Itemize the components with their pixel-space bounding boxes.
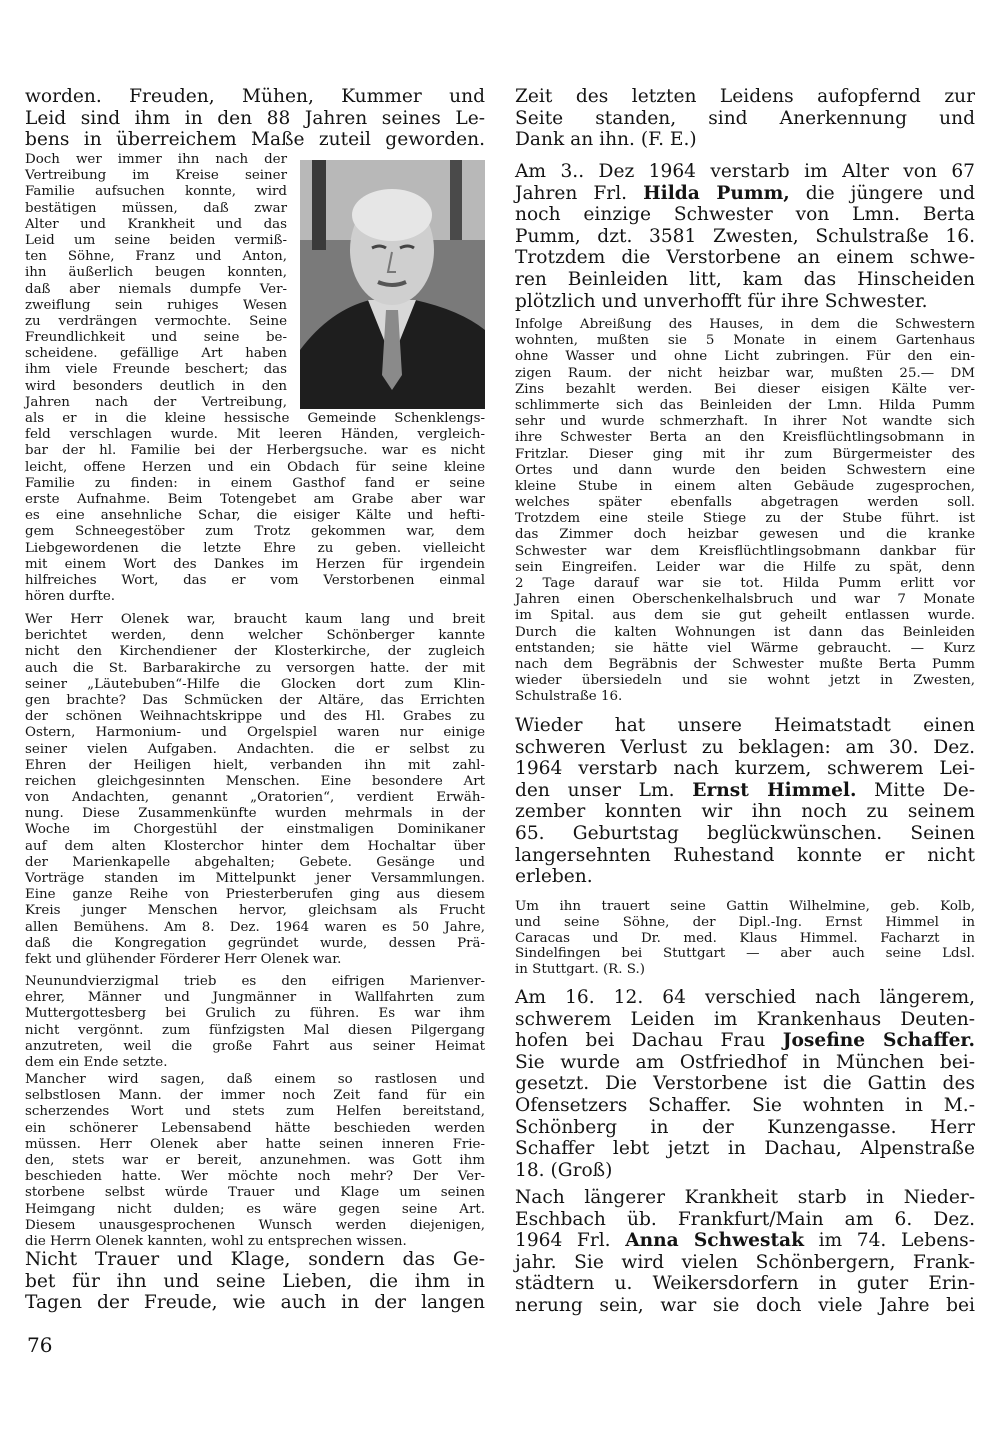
text-line: und seine Söhne, der Dipl.-Ing. Ernst Himmel in bbox=[515, 914, 975, 930]
text-line: Liebgewordenen die letzte Ehre zu geben. vielleicht bbox=[25, 540, 485, 556]
text-line: Sie wurde am Ostfriedhof in München bei- bbox=[515, 1051, 975, 1073]
text-line: es eine ansehnliche Schar, die eisiger Kälte und hefti- bbox=[25, 508, 485, 524]
text-line: ren Beinleiden litt, kam das Hinscheiden bbox=[515, 268, 975, 290]
text-line: welches später ebenfalls abgetragen werden soll. bbox=[515, 495, 975, 511]
text-segment: im 74. Lebens- bbox=[803, 1230, 975, 1252]
text-line: Wieder hat unsere Heimatstadt einen bbox=[515, 715, 975, 736]
text-line: bestätigen müssen, daß zwar bbox=[25, 200, 287, 216]
text-line: wieder übersiedeln und sie wohnt jetzt in Zwesten, bbox=[515, 673, 975, 689]
text-line: ohne Wasser und ohne Licht zubringen. Für den ein- bbox=[515, 349, 975, 365]
text-line: Dank an ihn. (F. E.) bbox=[515, 129, 697, 151]
text-line: scheidene. gefällige Art haben bbox=[25, 346, 287, 362]
text-line: Zins bezahlt werden. Bei dieser eisigen Kälte ver- bbox=[515, 381, 975, 397]
text-line: im Spital. aus dem sie gut geheilt entlassen wurde. bbox=[515, 608, 975, 624]
text-line: entstanden; sie hätte viel Wärme gebraucht. — Kurz bbox=[515, 640, 975, 656]
text-line: bens in überreichem Maße zuteil geworden. bbox=[25, 129, 485, 151]
paragraph bbox=[25, 86, 485, 151]
paragraph bbox=[515, 161, 975, 312]
paragraph bbox=[25, 1072, 485, 1250]
text-line: Diesem unausgesprochenen Wunsch werden diejenigen, bbox=[25, 1217, 485, 1233]
text-line: Fritzlar. Dieser ging mit ihr zum Bürgermeister des bbox=[515, 446, 975, 462]
text-line: Pumm, dzt. 3581 Zwesten, Schulstraße 16. bbox=[515, 225, 975, 247]
text-line: selbstlosen Mann. der immer noch Zeit fand für ein bbox=[25, 1088, 485, 1104]
text-line: leicht, offene Herzen und ein Obdach für seine kleine bbox=[25, 459, 485, 475]
text-line: nung. Diese Zusammenkünfte wurden mehrmals in der bbox=[25, 806, 485, 822]
text-line bbox=[515, 780, 975, 802]
paragraph bbox=[25, 1249, 485, 1314]
text-line: nerung sein, war sie doch viele Jahre bei bbox=[515, 1294, 975, 1316]
text-line: Caracas und Dr. med. Klaus Himmel. Facharzt in bbox=[515, 930, 975, 946]
text-line: plötzlich und unverhofft für ihre Schwester. bbox=[515, 290, 928, 312]
text-line: storbene selbst würde Trauer und Klage um seinen bbox=[25, 1185, 485, 1201]
text-line: Mancher wird sagen, daß einem so rastlosen und bbox=[25, 1072, 485, 1087]
text-line: wohnten, mußten sie 5 Monate in einem Gartenhaus bbox=[515, 333, 975, 349]
text-line: gem Schneegestöber zum Trotz gekommen war, dem bbox=[25, 524, 485, 540]
paragraph bbox=[515, 317, 975, 706]
text-line: Doch wer immer ihn nach der bbox=[25, 152, 287, 167]
text-line: Wer Herr Olenek war, braucht kaum lang und breit bbox=[25, 612, 485, 627]
text-line: Familie aufsuchen konnte, wird bbox=[25, 184, 287, 200]
paragraph bbox=[515, 899, 975, 978]
text-line: Schulstraße 16. bbox=[515, 689, 623, 705]
text-line: städtern u. Weikersdorfern in guter Erin- bbox=[515, 1273, 975, 1295]
text-line: nach dem Begräbnis der Schwester mußte Berta Pumm bbox=[515, 656, 975, 672]
text-line: Sindelfingen bei Stuttgart — aber auch seine Ldsl. bbox=[515, 946, 975, 962]
text-line: erste Aufnahme. Beim Totengebet am Grabe aber war bbox=[25, 491, 485, 507]
text-line: nicht vergönnt. zum fünfzigsten Mal diesen Pilgergang bbox=[25, 1022, 485, 1038]
text-line: beschieden hatte. Wer möchte noch mehr? Der Ver- bbox=[25, 1169, 485, 1185]
text-line: gen brachte? Das Schmücken der Altäre, das Errichten bbox=[25, 692, 485, 708]
text-line: erleben. bbox=[515, 866, 593, 888]
person-name: Ernst Himmel. bbox=[692, 779, 857, 801]
person-name: Anna Schwestak bbox=[625, 1230, 804, 1252]
text-line: das Zimmer doch heizbar gewesen und die kranke bbox=[515, 527, 975, 543]
text-line: Trotzdem die Verstorbene an einem schwe- bbox=[515, 247, 975, 269]
text-line: Jahren nach der Vertreibung, bbox=[25, 394, 287, 410]
text-line bbox=[515, 1230, 975, 1252]
text-line: anzutreten, weil die große Fahrt aus seiner Heimat bbox=[25, 1038, 485, 1054]
text-line: daß die Kongregation gegründet wurde, dessen Prä- bbox=[25, 935, 485, 951]
text-line: Heimgang nicht dulden; es wäre gegen seine Art. bbox=[25, 1201, 485, 1217]
text-line: Vorträge standen im Mittelpunkt jener Versammlungen. bbox=[25, 871, 485, 886]
text-line: Eine ganze Reihe von Priesterberufen ging aus diesem bbox=[25, 887, 485, 903]
text-line: als er in die kleine hessische Gemeinde Schenklengs- bbox=[25, 411, 485, 426]
text-segment: hofen bei Dachau Frau bbox=[515, 1030, 783, 1052]
text-line: ehrer, Männer und Jungmänner in Wallfahrten zum bbox=[25, 990, 485, 1006]
paragraph bbox=[25, 612, 485, 968]
text-segment: die jüngere und bbox=[789, 182, 976, 204]
text-line: scherzendes Wort und stets zum Helfen bereitstand, bbox=[25, 1104, 485, 1120]
text-line: ihn äußerlich beugen konnten, bbox=[25, 265, 287, 281]
text-line: reichen gleichgesinnten Menschen. Eine besondere Art bbox=[25, 773, 485, 789]
text-line: Muttergottesberg bei Grulich zu führen. Es war ihm bbox=[25, 1006, 485, 1022]
text-line: hilfreiches Wort, das er vom Verstorbenen einmal bbox=[25, 572, 485, 588]
text-line: berichtet werden, denn welcher Schönberger kannte bbox=[25, 628, 485, 644]
text-line: bet für ihn und seine Lieben, die ihm in bbox=[25, 1270, 485, 1292]
person-name: Josefine Schaffer. bbox=[782, 1030, 975, 1052]
text-line: Am 3.. Dez 1964 verstarb im Alter von 67 bbox=[515, 161, 975, 182]
text-line: zweiflung sein ruhiges Wesen bbox=[25, 297, 287, 313]
paragraph bbox=[515, 1187, 975, 1317]
text-line: von Andachten, genannt „Oratorien“, verdient Erwäh- bbox=[25, 790, 485, 806]
text-line: die Herrn Olenek kannten, wohl zu entsprechen wissen. bbox=[25, 1233, 407, 1249]
text-line: 65. Geburtstag beglückwünschen. Seinen bbox=[515, 822, 975, 844]
paragraph bbox=[515, 715, 975, 888]
page-number: 76 bbox=[27, 1333, 53, 1357]
text-line: Leid sind ihm in den 88 Jahren seines Le- bbox=[25, 107, 485, 129]
text-segment: den unser Lm. bbox=[515, 779, 693, 801]
text-line: feld verschlagen wurde. Mit leeren Händen, vergleich- bbox=[25, 427, 485, 443]
text-line: wird besonders deutlich in den bbox=[25, 378, 287, 394]
text-line: Durch die kalten Wohnungen ist dann das Beinleiden bbox=[515, 624, 975, 640]
text-line: Um ihn trauert seine Gattin Wilhelmine, geb. Kolb, bbox=[515, 899, 975, 914]
portrait-photo bbox=[300, 160, 485, 409]
text-line: Eschbach üb. Frankfurt/Main am 6. Dez. bbox=[515, 1208, 975, 1230]
text-line: sehr und wurde schmerzhaft. In ihrer Not wandte sich bbox=[515, 414, 975, 430]
text-line: jahr. Sie wird vielen Schönbergern, Frank- bbox=[515, 1251, 975, 1273]
text-line: Neunundvierzigmal trieb es den eifrigen Marienver- bbox=[25, 974, 485, 989]
text-line: seiner „Läutebuben“-Hilfe die Glocken dort zum Klin- bbox=[25, 676, 485, 692]
text-line: zu verdrängen vermochte. Seine bbox=[25, 313, 287, 329]
text-line: gesetzt. Die Verstorbene ist die Gattin des bbox=[515, 1073, 975, 1095]
text-line: ihre Schwester Berta an den Kreisflüchtlingsobmann in bbox=[515, 430, 975, 446]
text-line: der schönen Weihnachtskrippe und des Hl. Grabes zu bbox=[25, 709, 485, 725]
text-line bbox=[515, 183, 975, 205]
text-line: auch die St. Barbarakirche zu versorgen hatte. der mit bbox=[25, 660, 485, 676]
text-line: Familie zu finden: in einem Gasthof fand er seine bbox=[25, 475, 485, 491]
text-line: Jahren einen Oberschenkelhalsbruch und war 7 Monate bbox=[515, 592, 975, 608]
text-line: nicht den Kirchendiener der Klosterkirche, der zugleich bbox=[25, 644, 485, 660]
text-line: Ehren der Heiligen hielt, verbanden ihn mit zahl- bbox=[25, 757, 485, 773]
text-line: zigen Raum. der nicht heizbar war, mußten 25.— DM bbox=[515, 365, 975, 381]
paragraph bbox=[515, 86, 975, 151]
text-line: Leid um seine beiden vermiß- bbox=[25, 232, 287, 248]
text-line: Woche im Chorgestühl der einstmaligen Dominikaner bbox=[25, 822, 485, 838]
text-line: zember konnten wir ihn noch zu seinem bbox=[515, 801, 975, 823]
text-line: Trotzdem eine steile Stiege zu der Stube führt. ist bbox=[515, 511, 975, 527]
text-line: ein schönerer Lebensabend hätte beschieden werden bbox=[25, 1120, 485, 1136]
paragraph bbox=[515, 987, 975, 1181]
text-line bbox=[515, 1030, 975, 1052]
text-line: bar der hl. Familie bei der Herbergsuche. war es nicht bbox=[25, 443, 485, 459]
text-line: Ortes und dann wurde den beiden Schwestern eine bbox=[515, 462, 975, 478]
text-line: Nach längerer Krankheit starb in Nieder- bbox=[515, 1187, 975, 1208]
text-line: 18. (Groß) bbox=[515, 1159, 613, 1181]
text-line: Freundlichkeit und seine be- bbox=[25, 330, 287, 346]
text-line: dem ein Ende setzte. bbox=[25, 1054, 168, 1070]
text-line: Nicht Trauer und Klage, sondern das Ge- bbox=[25, 1249, 485, 1270]
text-line: den, stets war er bereit, anzunehmen. was Gott ihm bbox=[25, 1152, 485, 1168]
text-line: mit einem Wort des Dankes im Herzen für irgendein bbox=[25, 556, 485, 572]
text-line: Kreis junger Menschen hervor, gleichsam als Frucht bbox=[25, 903, 485, 919]
text-line: Schwester war dem Kreisflüchtlingsobmann dankbar für bbox=[515, 543, 975, 559]
text-segment: Mitte De- bbox=[856, 779, 975, 801]
text-line: 1964 verstarb nach kurzem, schwerem Lei- bbox=[515, 758, 975, 780]
text-line: der Marienkapelle abgehalten; Gebete. Gesänge und bbox=[25, 854, 485, 870]
text-line: schweren Verlust zu beklagen: am 30. Dez. bbox=[515, 736, 975, 758]
text-line: Schönberg in der Kunzengasse. Herr bbox=[515, 1116, 975, 1138]
text-line: allen Bemühens. Am 8. Dez. 1964 waren es 50 Jahre, bbox=[25, 919, 485, 935]
paragraph bbox=[25, 974, 485, 1071]
text-line: Am 16. 12. 64 verschied nach längerem, bbox=[515, 987, 975, 1008]
text-line: hören durfte. bbox=[25, 589, 116, 605]
text-line: langersehnten Ruhestand konnte er nicht bbox=[515, 844, 975, 866]
text-line: daß aber niemals dumpfe Ver- bbox=[25, 281, 287, 297]
text-line: kleine Stube in einem alten Gebäude zugesprochen, bbox=[515, 478, 975, 494]
text-line: Tagen der Freude, wie auch in der langen bbox=[25, 1292, 485, 1314]
person-name: Hilda Pumm, bbox=[643, 182, 790, 204]
text-line: sein Eingreifen. Leider war die Hilfe zu spät, denn bbox=[515, 559, 975, 575]
text-line: in Stuttgart. (R. S.) bbox=[515, 962, 645, 978]
text-line: noch einzige Schwester von Lmn. Berta bbox=[515, 204, 975, 226]
text-segment: Jahren Frl. bbox=[515, 182, 644, 204]
text-line: Schaffer lebt jetzt in Dachau, Alpenstraße bbox=[515, 1138, 975, 1160]
text-line: schlimmerte sich das Beinleiden der Lmn. Hilda Pumm bbox=[515, 397, 975, 413]
text-line: seiner vielen Aufgaben. Andachten. die er selbst zu bbox=[25, 741, 485, 757]
text-line: worden. Freuden, Mühen, Kummer und bbox=[25, 86, 485, 107]
text-line: Infolge Abreißung des Hauses, in dem die Schwestern bbox=[515, 317, 975, 332]
text-line: Ostern, Harmonium- und Orgelspiel waren nur einige bbox=[25, 725, 485, 741]
text-line: schwerem Leiden im Krankenhaus Deuten- bbox=[515, 1008, 975, 1030]
text-line: Alter und Krankheit und das bbox=[25, 216, 287, 232]
text-segment: 1964 Frl. bbox=[515, 1230, 626, 1252]
text-line: Seite standen, sind Anerkennung und bbox=[515, 107, 975, 129]
text-line: müssen. Herr Olenek aber hatte seinen inneren Frie- bbox=[25, 1136, 485, 1152]
text-line: Vertreibung im Kreise seiner bbox=[25, 168, 287, 184]
text-line: Zeit des letzten Leidens aufopfernd zur bbox=[515, 86, 975, 107]
text-line: fekt und glühender Förderer Herr Olenek war. bbox=[25, 951, 342, 967]
text-line: ihm viele Freunde beschert; das bbox=[25, 362, 287, 378]
text-line: ten Söhne, Franz und Anton, bbox=[25, 249, 287, 265]
text-line: Ofensetzers Schaffer. Sie wohnten in M.- bbox=[515, 1094, 975, 1116]
text-line: 2 Tage darauf war sie tot. Hilda Pumm erlitt vor bbox=[515, 576, 975, 591]
text-line: auf dem alten Klosterchor hinter dem Hochaltar über bbox=[25, 838, 485, 854]
